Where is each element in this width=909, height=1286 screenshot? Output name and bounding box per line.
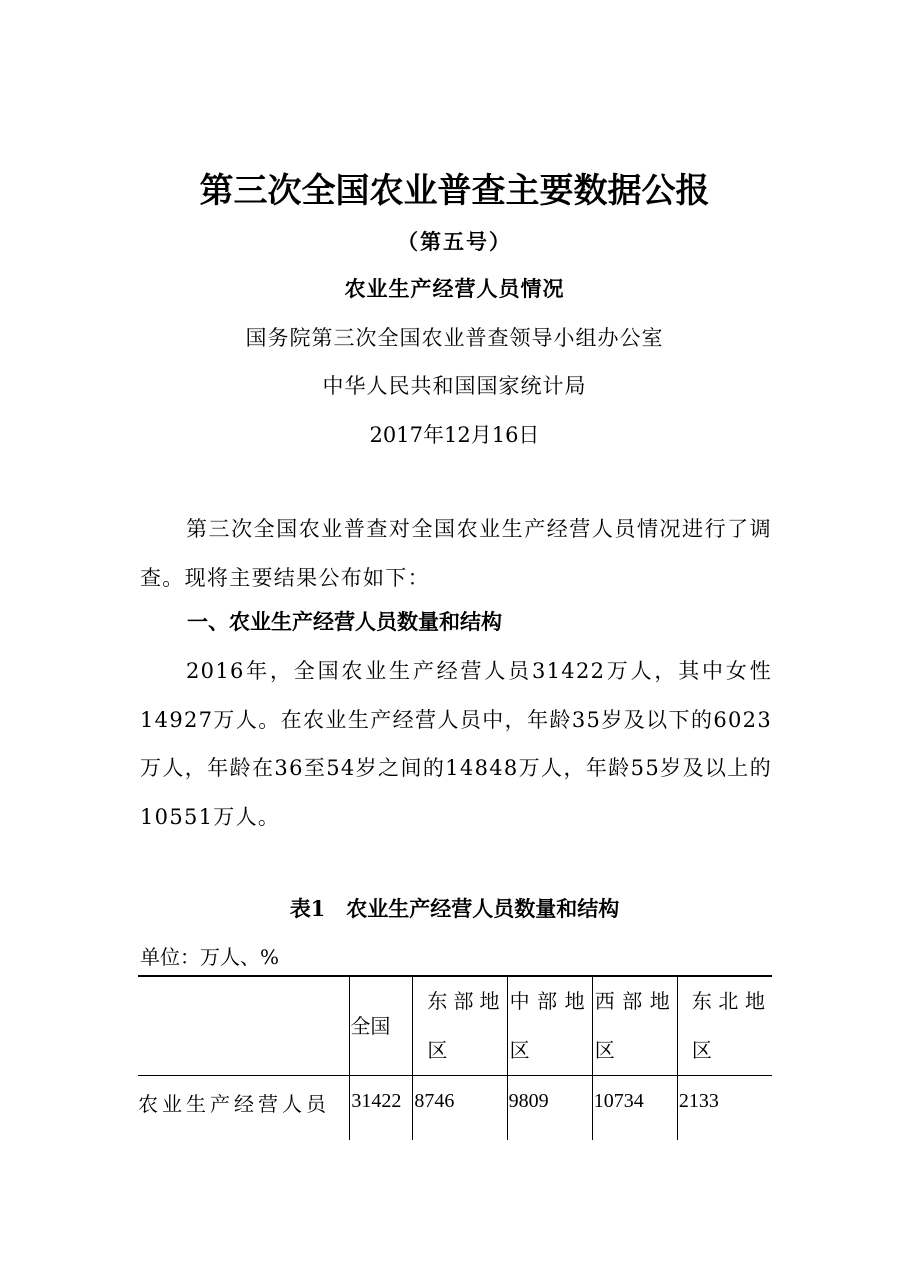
table-cell xyxy=(677,1076,772,1141)
cell-value: 31422 xyxy=(351,1090,402,1112)
table-cell xyxy=(592,1076,677,1141)
section-paragraph: 2016年，全国农业生产经营人员31422万人，其中女性14927万人。在农业生产经营人员中，年龄35岁及以下的6023万人，年龄在36至54岁之间的14848万人，年龄55岁及以上的10551万人。 xyxy=(140,659,772,829)
cell-value: 2133 xyxy=(678,1090,719,1112)
section-heading: 一、农业生产经营人员数量和结构 xyxy=(187,609,502,634)
table-header-cell xyxy=(677,976,772,1076)
row-label: 农业生产经营人员 xyxy=(138,1092,330,1116)
table-header-cell xyxy=(138,976,350,1076)
cell-value: 10734 xyxy=(593,1090,644,1112)
table-cell xyxy=(413,1076,507,1141)
bulletin-subject: 农业生产经营人员情况 xyxy=(344,276,565,301)
table-header-cell xyxy=(507,976,592,1076)
header-label: 西部地区 xyxy=(594,989,673,1062)
cell-value: 9809 xyxy=(508,1090,549,1112)
header-label: 中部地区 xyxy=(509,989,588,1062)
table-unit: 单位：万人、% xyxy=(140,945,280,969)
table-cell xyxy=(350,1076,413,1141)
intro-paragraph: 第三次全国农业普查对全国农业生产经营人员情况进行了调查。现将主要结果公布如下： xyxy=(140,517,772,590)
issue-number: （第五号） xyxy=(397,229,512,254)
table-header-cell xyxy=(592,976,677,1076)
publish-date: 2017年12月16日 xyxy=(369,423,540,447)
issuer-office: 国务院第三次全国农业普查领导小组办公室 xyxy=(245,326,664,350)
cell-value: 8746 xyxy=(414,1090,455,1112)
table-row xyxy=(138,1076,772,1141)
table-caption: 表1 农业生产经营人员数量和结构 xyxy=(289,896,620,921)
table-cell xyxy=(507,1076,592,1141)
header-label: 东北地区 xyxy=(691,989,768,1062)
table-header-cell xyxy=(350,976,413,1076)
header-label: 东部地区 xyxy=(427,989,503,1062)
table-header-cell xyxy=(413,976,507,1076)
bulletin-title: 第三次全国农业普查主要数据公报 xyxy=(199,171,710,211)
issuer-bureau: 中华人民共和国国家统计局 xyxy=(322,374,587,398)
table-header-row xyxy=(138,976,772,1076)
header-label: 全国 xyxy=(350,1013,391,1038)
data-table xyxy=(138,975,772,1140)
row-label-cell xyxy=(138,1076,350,1141)
